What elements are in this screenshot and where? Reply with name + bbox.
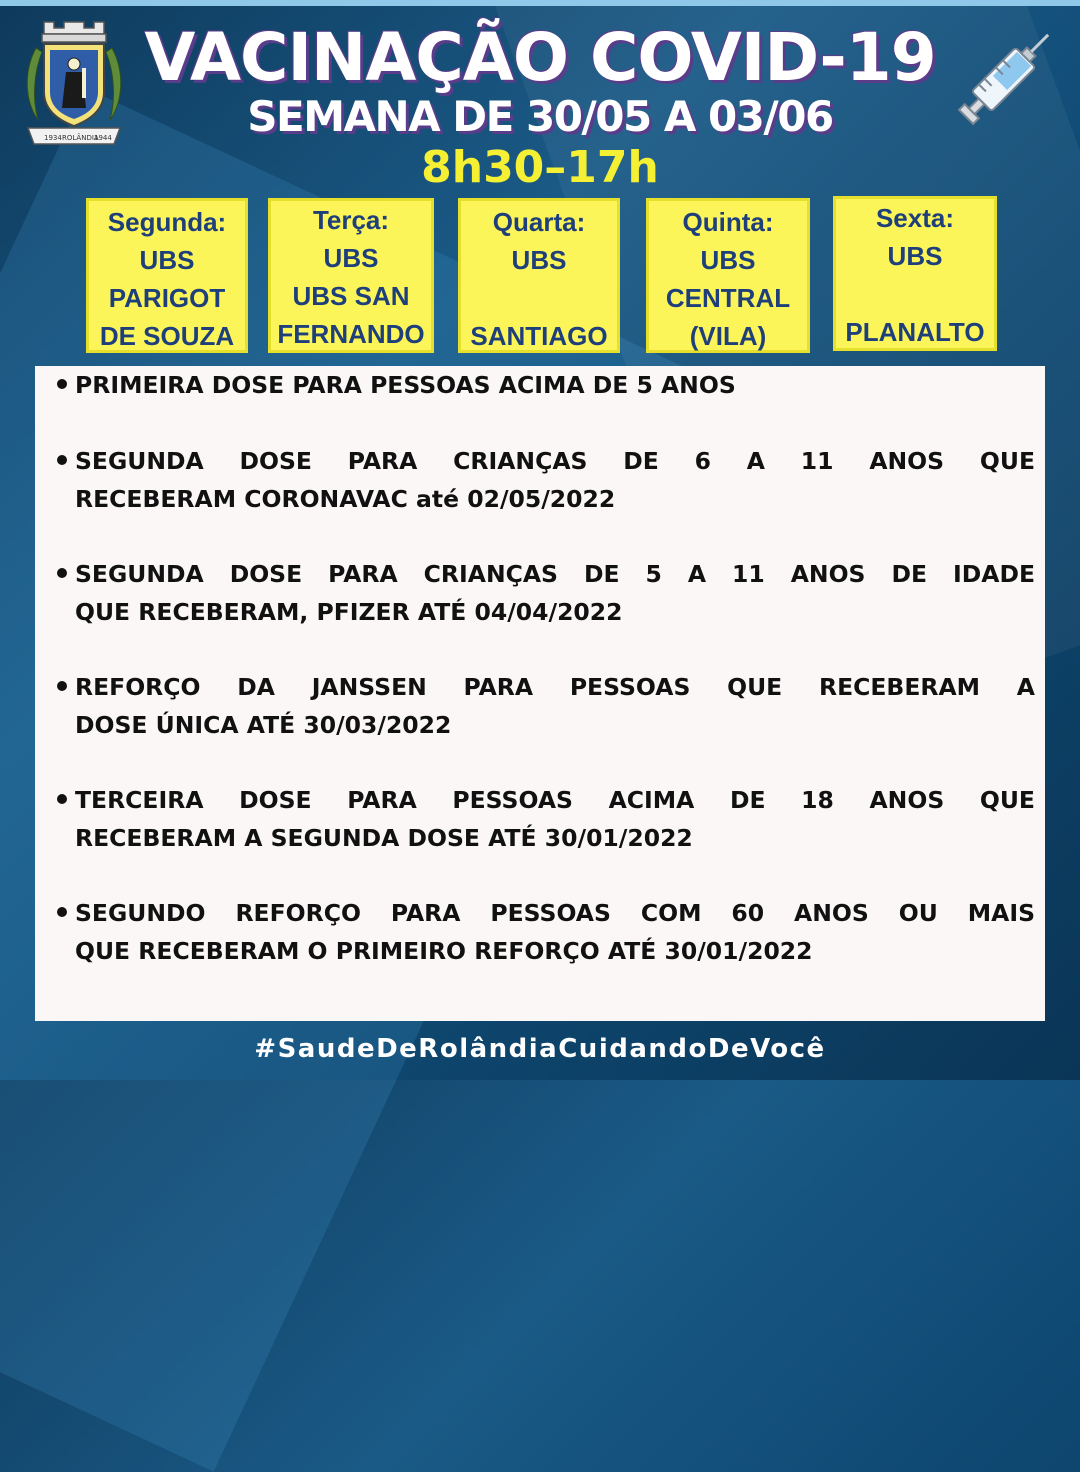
item-line: QUE RECEBERAM O PRIMEIRO REFORÇO ATÉ 30/01/2022 [75,937,813,965]
item-line: RECEBERAM A SEGUNDA DOSE ATÉ 30/01/2022 [75,824,693,852]
crest-city-name: ROLÂNDIA [62,134,99,142]
list-item [75,781,1035,857]
list-item [75,366,1035,404]
item-line: SEGUNDO REFORÇO PARA PESSOAS COM 60 ANOS OU MAIS [75,899,1035,927]
location-line: UBS [139,245,195,275]
location-line: UBS [323,243,379,273]
schedule-tuesday [268,198,434,353]
item-line: RECEBERAM CORONAVAC até 02/05/2022 [75,485,616,513]
list-item [75,668,1035,744]
top-accent-bar [0,0,1080,6]
day-label: Quinta: [682,207,774,237]
location-line: UBS [511,245,567,275]
bullet-icon [57,455,67,465]
bullet-icon [57,568,67,578]
location-line: UBS [700,245,756,275]
item-line: SEGUNDA DOSE PARA CRIANÇAS DE 5 A 11 ANOS DE IDADE [75,560,1035,588]
item-line: SEGUNDA DOSE PARA CRIANÇAS DE 6 A 11 ANOS QUE [75,447,1035,475]
schedule-wednesday [458,198,620,353]
item-line: REFORÇO DA JANSSEN PARA PESSOAS QUE RECEBERAM A [75,673,1035,701]
location-line: (VILA) [689,321,767,351]
location-line: SANTIAGO [470,321,608,351]
opening-hours: 8h30–17h [421,142,659,193]
day-label: Segunda: [107,207,227,237]
syringe-icon [940,18,1070,138]
location-line: CENTRAL [665,283,791,313]
schedule-friday [833,196,997,351]
location-line: UBS [887,241,943,271]
day-label: Sexta: [875,203,955,233]
schedule-thursday [646,198,810,353]
bullet-icon [57,681,67,691]
item-line: DOSE ÚNICA ATÉ 30/03/2022 [75,711,452,739]
list-item [75,555,1035,631]
list-item [75,442,1035,518]
bullet-icon [57,794,67,804]
bullet-icon [57,907,67,917]
location-line: PLANALTO [845,317,985,347]
bullet-icon [57,379,67,389]
list-item [75,894,1035,970]
location-line: FERNANDO [277,319,425,349]
city-crest-logo [22,20,126,152]
day-label: Quarta: [492,207,586,237]
item-line: QUE RECEBERAM, PFIZER ATÉ 04/04/2022 [75,598,623,626]
crest-year-right: 1944 [94,134,112,142]
page-subtitle: SEMANA DE 30/05 A 03/06 [247,92,833,141]
location-line [836,275,994,313]
page-title: VACINAÇÃO COVID-19 [144,19,936,96]
schedule-monday [86,198,248,353]
location-line: DE SOUZA [99,321,235,351]
location-line: PARIGOT [108,283,226,313]
crest-year-left: 1934 [44,134,62,142]
day-label: Terça: [312,205,390,235]
item-line: TERCEIRA DOSE PARA PESSOAS ACIMA DE 18 ANOS QUE [75,786,1035,814]
item-line: PRIMEIRA DOSE PARA PESSOAS ACIMA DE 5 ANOS [75,371,736,399]
footer-hashtag: #SaudeDeRolândiaCuidandoDeVocê [254,1034,826,1064]
location-line [461,279,617,317]
location-line: UBS SAN [292,281,410,311]
eligibility-panel [35,366,1045,1021]
